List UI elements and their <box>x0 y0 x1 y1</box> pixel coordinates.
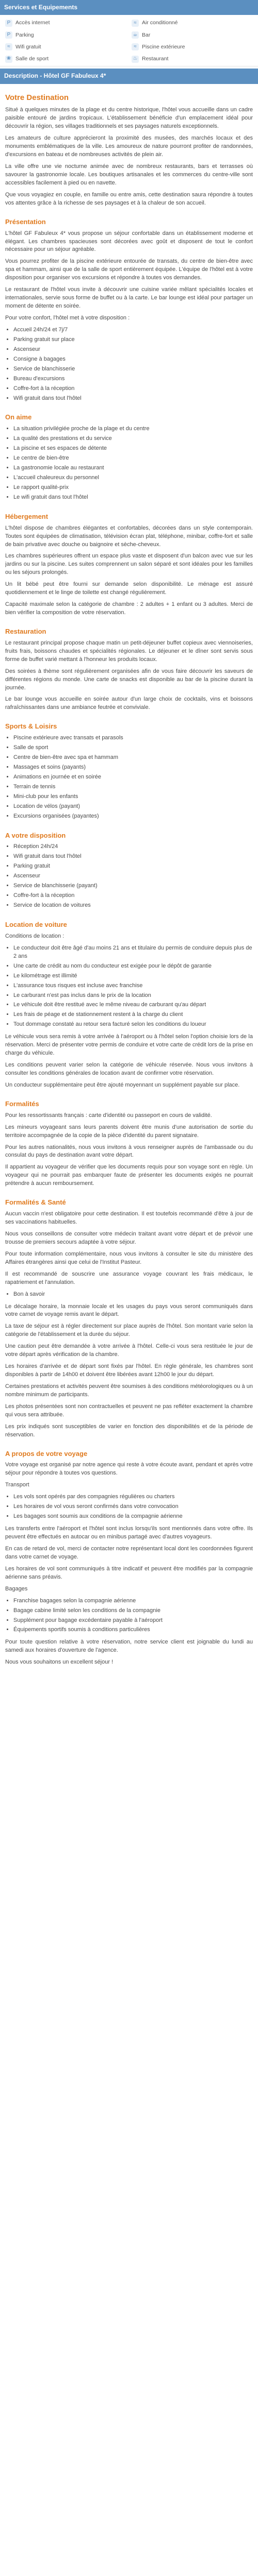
paragraph: Certaines prestations et activités peuvent être soumises à des conditions météorologiques ou à un nombre minimum de participants. <box>5 1383 253 1398</box>
list-item: • Bagage cabine limité selon les conditions de la compagnie <box>13 1607 253 1615</box>
section-title: Formalités <box>5 1099 39 1108</box>
list-item: • La piscine et ses espaces de détente <box>13 445 253 453</box>
list-item: • Bon à savoir <box>13 1291 253 1299</box>
service-label: Restaurant <box>142 56 169 62</box>
bullet-list <box>5 1291 253 1299</box>
service-item <box>5 31 126 39</box>
list-item: • Le véhicule doit être restitué avec le même niveau de carburant qu'au départ <box>13 1001 253 1009</box>
description-bar: Description - Hôtel GF Fabuleux 4* <box>0 69 258 83</box>
paragraph: Le décalage horaire, la monnaie locale et les usages du pays vous seront communiqués dans votre carnet de voyage remis avant le départ. <box>5 1303 253 1318</box>
pool-icon: ≈ <box>132 43 139 50</box>
section-title: Votre Destination <box>5 93 69 102</box>
service-item <box>5 43 126 51</box>
paragraph: Pour votre confort, l'hôtel met à votre disposition : <box>5 315 130 321</box>
list-item: • Excursions organisées (payantes) <box>13 812 253 821</box>
list-item: • Équipements sportifs soumis à conditions particulières <box>13 1626 253 1634</box>
list-item: • Wifi gratuit dans tout l'hôtel <box>13 853 253 861</box>
wifi-icon: ≈ <box>5 43 12 50</box>
section-title: Sports & Loisirs <box>5 722 57 731</box>
paragraph: Les amateurs de culture apprécieront la proximité des musées, des marchés locaux et des monuments emblématiques de la ville. Les amoureux de nature pourront profiter de randonnées, d'excursions en bateau et de nombreuses activités de plein air. <box>5 135 253 158</box>
paragraph: Vous pourrez profiter de la piscine extérieure entourée de transats, du centre de bien-être avec spa et hammam, ainsi que de la salle de sport entièrement équipée. L'équipe de l'hôtel est à votre disposition pour organiser vos excursions et répondre à toutes vos demandes. <box>5 258 253 281</box>
list-item: • Service de blanchisserie <box>13 365 253 374</box>
paragraph: Nous vous conseillons de consulter votre médecin traitant avant votre départ et de prévoir une trousse de premiers secours adaptée à votre séjour. <box>5 1230 253 1245</box>
list-item: • Franchise bagages selon la compagnie aérienne <box>13 1597 253 1605</box>
services-header: Services et Equipements <box>0 0 258 15</box>
section-title: A propos de votre voyage <box>5 1449 88 1458</box>
list-item: • Les frais de péage et de stationnement restent à la charge du client <box>13 1011 253 1019</box>
paragraph: Votre voyage est organisé par notre agence qui reste à votre écoute avant, pendant et après votre séjour pour répondre à toutes vos questions. <box>5 1462 253 1477</box>
list-item: • Animations en journée et en soirée <box>13 773 253 782</box>
paragraph: Les chambres supérieures offrent un espace plus vaste et disposent d'un balcon avec vue sur les jardins ou sur la piscine. Les suites comprennent un salon séparé et sont idéales pour les familles ou les séjours prolongés. <box>5 553 253 576</box>
paragraph: Le restaurant de l'hôtel vous invite à découvrir une cuisine variée mêlant spécialités locales et internationales, servie sous forme de buffet ou à la carte. Le bar lounge est idéal pour partager un moment de détente en soirée. <box>5 286 253 310</box>
list-item: • Wifi gratuit dans tout l'hôtel <box>13 395 253 403</box>
paragraph: Il appartient au voyageur de vérifier que les documents requis pour son voyage sont en règle. Un voyageur qui ne pourrait pas embarquer faute de présenter les documents exigés ne pourrait prétendre à aucun remboursement. <box>5 1164 253 1187</box>
list-item: • Une carte de crédit au nom du conducteur est exigée pour le dépôt de garantie <box>13 962 253 971</box>
spa-icon: ❀ <box>5 56 12 63</box>
list-item: • Le wifi gratuit dans tout l'hôtel <box>13 494 253 502</box>
list-item: • Parking gratuit <box>13 862 253 871</box>
paragraph: Un conducteur supplémentaire peut être ajouté moyennant un supplément payable sur place. <box>5 1081 240 1088</box>
bar-icon: ☕ <box>132 31 139 39</box>
section <box>5 506 253 621</box>
bullet-list <box>5 734 253 820</box>
restaurant-icon: ♨ <box>132 56 139 63</box>
list-item: • Le carburant n'est pas inclus dans le prix de la location <box>13 992 253 1000</box>
section <box>5 621 253 716</box>
service-label: Salle de sport <box>15 56 49 62</box>
paragraph: La taxe de séjour est à régler directement sur place auprès de l'hôtel. Son montant varie selon la catégorie de l'établissement et la durée du séjour. <box>5 1323 253 1338</box>
service-item <box>5 19 126 27</box>
list-item: • Massages et soins (payants) <box>13 764 253 772</box>
list-item: • Les bagages sont soumis aux conditions de la compagnie aérienne <box>13 1513 253 1521</box>
paragraph: Les transferts entre l'aéroport et l'hôtel sont inclus lorsqu'ils sont mentionnés dans votre offre. Ils peuvent être effectués en autocar ou en minibus partagé avec d'autres voyageurs. <box>5 1526 253 1540</box>
service-item <box>132 55 253 63</box>
section-title: A votre disposition <box>5 831 66 839</box>
paragraph: L'hôtel dispose de chambres élégantes et confortables, décorées dans un style contemporain. Toutes sont équipées de climatisation, télévision écran plat, téléphone, minibar, coffre-fort et salle de bain privative avec douche ou baignoire et sèche-cheveux. <box>5 524 253 548</box>
list-item: • Le kilométrage est illimité <box>13 972 253 980</box>
list-item: • Consigne à bagages <box>13 355 253 364</box>
parking-icon: P <box>5 31 12 39</box>
list-item: • Tout dommage constaté au retour sera facturé selon les conditions du loueur <box>13 1021 253 1029</box>
section <box>5 716 253 824</box>
service-label: Wifi gratuit <box>15 43 41 50</box>
section <box>5 1093 253 1192</box>
paragraph: Les conditions peuvent varier selon la catégorie de véhicule réservée. Nous vous invitons à consulter les conditions générales de location avant de confirmer votre réservation. <box>5 1062 253 1076</box>
list-item: • Ascenseur <box>13 872 253 880</box>
list-item: • Le conducteur doit être âgé d'au moins 21 ans et titulaire du permis de conduire depuis plus de 2 ans <box>13 944 253 961</box>
section <box>5 825 253 914</box>
list-item: • Parking gratuit sur place <box>13 336 253 344</box>
paragraph: Il est recommandé de souscrire une assurance voyage couvrant les frais médicaux, le rapatriement et l'annulation. <box>5 1270 253 1285</box>
section <box>5 406 253 505</box>
service-label: Bar <box>142 31 151 38</box>
paragraph: Situé à quelques minutes de la plage et du centre historique, l'hôtel vous accueille dans un cadre paisible entouré de jardins tropicaux. L'établissement bénéficie d'un emplacement idéal pour découvrir la région, ses villages traditionnels et ses paysages naturels exceptionnels. <box>5 107 253 130</box>
list-item: • Les horaires de vol vous seront confirmés dans votre convocation <box>13 1503 253 1511</box>
service-item <box>5 55 126 63</box>
paragraph: Pour les autres nationalités, nous vous invitons à vous renseigner auprès de l'ambassade ou du consulat du pays de destination avant votre départ. <box>5 1144 253 1159</box>
list-item: • Piscine extérieure avec transats et parasols <box>13 734 253 742</box>
service-item <box>132 19 253 27</box>
paragraph: Des soirées à thème sont régulièrement organisées afin de vous faire découvrir les saveurs de différentes régions du monde. Une carte de snacks est disponible au bar de la piscine durant la journée. <box>5 668 253 691</box>
list-item: • La situation privilégiée proche de la plage et du centre <box>13 425 253 433</box>
bullet-list <box>5 425 253 502</box>
list-item: • L'assurance tous risques est incluse avec franchise <box>13 982 253 990</box>
service-label: Accès internet <box>15 20 50 26</box>
section-title: On aime <box>5 413 32 421</box>
bullet-list <box>5 1493 253 1521</box>
list-item: • Les vols sont opérés par des compagnies régulières ou charters <box>13 1493 253 1501</box>
paragraph: Transport <box>5 1482 29 1488</box>
list-item: • Service de location de voitures <box>13 902 253 910</box>
list-item: • Réception 24h/24 <box>13 843 253 851</box>
list-item: • Service de blanchisserie (payant) <box>13 882 253 890</box>
list-item: • Location de vélos (payant) <box>13 803 253 811</box>
list-item: • Centre de bien-être avec spa et hammam <box>13 754 253 762</box>
list-item: • L'accueil chaleureux du personnel <box>13 474 253 482</box>
paragraph: Le restaurant principal propose chaque matin un petit-déjeuner buffet copieux avec viennoiseries, fruits frais, boissons chaudes et spécialités régionales. Le déjeuner et le dîner sont servis sous forme de buffet varié mettant à l'honneur les produits locaux. <box>5 639 253 663</box>
list-item: • La qualité des prestations et du service <box>13 435 253 443</box>
section-title: Location de voiture <box>5 921 67 929</box>
list-item: • Accueil 24h/24 et 7j/7 <box>13 326 253 334</box>
list-item: • Terrain de tennis <box>13 783 253 791</box>
bullet-list <box>5 326 253 403</box>
paragraph: Pour toute information complémentaire, nous vous invitons à consulter le site du ministère des Affaires étrangères ainsi que celui de l'Institut Pasteur. <box>5 1250 253 1265</box>
wifi-icon: ≈ <box>132 20 139 27</box>
paragraph: Que vous voyagiez en couple, en famille ou entre amis, cette destination saura répondre à toutes vos attentes grâce à la richesse de ses paysages et à la chaleur de son accueil. <box>5 191 253 206</box>
section <box>5 1443 253 1671</box>
paragraph: Les mineurs voyageant sans leurs parents doivent être munis d'une autorisation de sortie du territoire accompagnée de la copie de la pièce d'identité du parent signataire. <box>5 1124 253 1139</box>
description-content <box>0 84 258 1671</box>
paragraph: La ville offre une vie nocturne animée avec de nombreux restaurants, bars et terrasses où savourer la gastronomie locale. Les boutiques artisanales et les commerces du centre-ville sont accessibles facilement à pied ou en navette. <box>5 163 253 186</box>
list-item: • Mini-club pour les enfants <box>13 793 253 801</box>
service-item <box>132 43 253 51</box>
paragraph: Un lit bébé peut être fourni sur demande selon disponibilité. Le ménage est assuré quotidiennement et le linge de toilette est changé régulièrement. <box>5 581 253 596</box>
section-title: Présentation <box>5 217 46 226</box>
paragraph: Bagages <box>5 1585 28 1592</box>
bullet-list <box>5 843 253 910</box>
service-label: Piscine extérieure <box>142 43 185 50</box>
paragraph: En cas de retard de vol, merci de contacter notre représentant local dont les coordonnées figurent dans votre carnet de voyage. <box>5 1545 253 1560</box>
service-item <box>132 31 253 39</box>
services-grid <box>5 19 253 63</box>
section-title: Restauration <box>5 628 46 635</box>
list-item: • Coffre-fort à la réception <box>13 892 253 900</box>
list-item: • Le centre de bien-être <box>13 454 253 463</box>
paragraph: Le bar lounge vous accueille en soirée autour d'un large choix de cocktails, vins et boissons rafraîchissantes dans une ambiance feutrée et conviviale. <box>5 696 253 711</box>
parking-icon: P <box>5 20 12 27</box>
paragraph: Les prix indiqués sont susceptibles de varier en fonction des disponibilités et de la période de réservation. <box>5 1423 253 1438</box>
list-item: • Le rapport qualité-prix <box>13 484 253 492</box>
paragraph: Les photos présentées sont non contractuelles et peuvent ne pas refléter exactement la chambre qui vous sera attribuée. <box>5 1403 253 1418</box>
paragraph: Nous vous souhaitons un excellent séjour ! <box>5 1659 114 1666</box>
paragraph: Aucun vaccin n'est obligatoire pour cette destination. Il est toutefois recommandé d'être à jour de ses vaccinations habituelles. <box>5 1211 253 1225</box>
paragraph: Pour toute question relative à votre réservation, notre service client est joignable du lundi au samedi aux horaires d'ouverture de l'agence. <box>5 1639 253 1654</box>
list-item: • Bureau d'excursions <box>13 375 253 383</box>
service-label: Air conditionné <box>142 20 178 26</box>
paragraph: Une caution peut être demandée à votre arrivée à l'hôtel. Celle-ci vous sera restituée le jour de votre départ après vérification de la chambre. <box>5 1343 253 1358</box>
list-item: • Coffre-fort à la réception <box>13 385 253 393</box>
list-item: • Salle de sport <box>13 744 253 752</box>
bullet-list <box>5 1597 253 1635</box>
paragraph: Capacité maximale selon la catégorie de chambre : 2 adultes + 1 enfant ou 3 adultes. Merci de bien vérifier la composition de votre réservation. <box>5 601 253 616</box>
paragraph: Les horaires de vol sont communiqués à titre indicatif et peuvent être modifiés par la compagnie aérienne sans préavis. <box>5 1565 253 1580</box>
section <box>5 1192 253 1443</box>
list-item: • La gastronomie locale au restaurant <box>13 464 253 472</box>
section <box>5 87 253 211</box>
section-title: Formalités & Santé <box>5 1198 66 1207</box>
paragraph: Conditions de location : <box>5 933 64 939</box>
service-label: Parking <box>15 31 34 38</box>
paragraph: Le véhicule vous sera remis à votre arrivée à l'aéroport ou à l'hôtel selon l'option choisie lors de la réservation. Merci de présenter votre permis de conduire et votre carte de crédit lors de la prise en charge du véhicule. <box>5 1033 253 1057</box>
paragraph: Pour les ressortissants français : carte d'identité ou passeport en cours de validité. <box>5 1112 212 1118</box>
paragraph: Les horaires d'arrivée et de départ sont fixés par l'hôtel. En règle générale, les chambres sont disponibles à partir de 14h00 et doivent être libérées avant 12h00 le jour du départ. <box>5 1363 253 1378</box>
paragraph: L'hôtel GF Fabuleux 4* vous propose un séjour confortable dans un établissement moderne et élégant. Les chambres spacieuses sont décorées avec goût et disposent de tout le confort nécessaire pour un séjour agréable. <box>5 230 253 253</box>
services-panel <box>0 15 258 66</box>
list-item: • Supplément pour bagage excédentaire payable à l'aéroport <box>13 1617 253 1625</box>
section <box>5 211 253 407</box>
bullet-list <box>5 944 253 1029</box>
list-item: • Ascenseur <box>13 346 253 354</box>
section-title: Hébergement <box>5 512 49 520</box>
section <box>5 914 253 1093</box>
